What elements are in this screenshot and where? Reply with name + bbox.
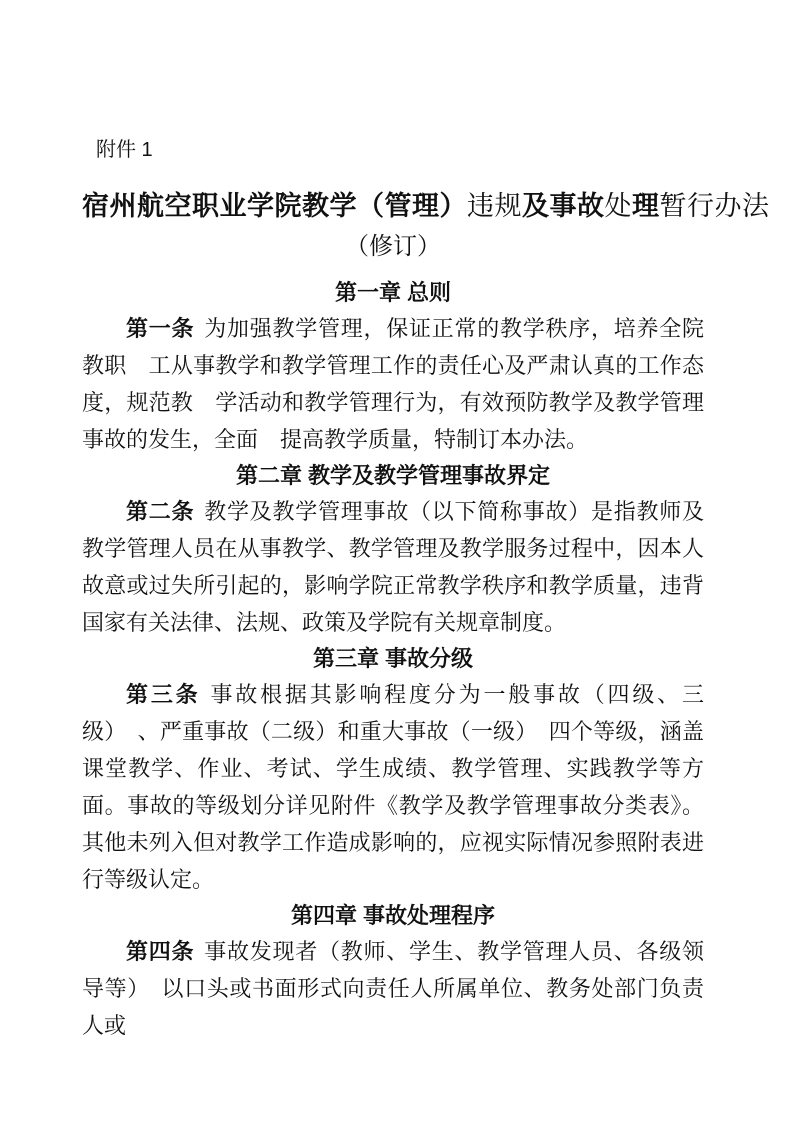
chapter-section-3 <box>82 645 704 898</box>
title-segment: 及事故 <box>522 191 605 221</box>
attachment-label: 附件 1 <box>96 139 153 161</box>
title-segment: 宿州航空职业学院教学（管理） <box>82 191 467 221</box>
chapter-section-1 <box>82 279 704 458</box>
title-segment: 暂行办法 <box>659 191 770 221</box>
article-number: 第三条 <box>126 682 201 707</box>
article-text: 事故发现者（教师、学生、教学管理人员、各级领导等） 以口头或书面形式向责任人所属单位、教务处部门负责人或 <box>82 939 704 1038</box>
title-segment: 理 <box>632 191 660 221</box>
chapter-heading: 第二章 教学及教学管理事故界定 <box>235 463 551 488</box>
article-number: 第一条 <box>126 316 195 341</box>
article-paragraph <box>82 493 704 641</box>
article-text: 为加强教学管理，保证正常的教学秩序，培养全院教职 工从事教学和教学管理工作的责任心及严肃认真的工作态度，规范教 学活动和教学管理行为，有效预防教学及教学管理事故的发生，全面 提高教学质量，特制订本办法。 <box>82 316 704 452</box>
chapter-heading: 第三章 事故分级 <box>312 646 474 671</box>
document-subtitle: （修订） <box>345 234 441 260</box>
article-text: 事故根据其影响程度分为一般事故（四级、三级） 、严重事故（二级）和重大事故（一级） 四个等级，涵盖课堂教学、作业、考试、学生成绩、教学管理、实践教学等方面。事故的等级划分详见附件《教学及教学管理事故分类表》。其他未列入但对教学工作造成影响的，应视实际情况参照附表进行等级认定。 <box>82 682 704 892</box>
article-number: 第二条 <box>126 499 195 524</box>
chapter-heading: 第四章 事故处理程序 <box>290 903 496 928</box>
chapter-heading: 第一章 总则 <box>334 280 452 305</box>
article-paragraph <box>82 933 704 1044</box>
chapter-section-2 <box>82 462 704 641</box>
chapter-section-4 <box>82 902 704 1044</box>
article-text: 教学及教学管理事故（以下简称事故）是指教师及教学管理人员在从事教学、教学管理及教学服务过程中，因本人故意或过失所引起的，影响学院正常教学秩序和教学质量，违背国家有关法律、法规、政策及学院有关规章制度。 <box>82 499 704 635</box>
title-segment: 违规 <box>467 191 522 221</box>
article-number: 第四条 <box>126 939 195 964</box>
title-segment: 处 <box>604 191 632 221</box>
document-title <box>82 189 770 224</box>
article-paragraph <box>82 310 704 458</box>
article-paragraph <box>82 676 704 898</box>
